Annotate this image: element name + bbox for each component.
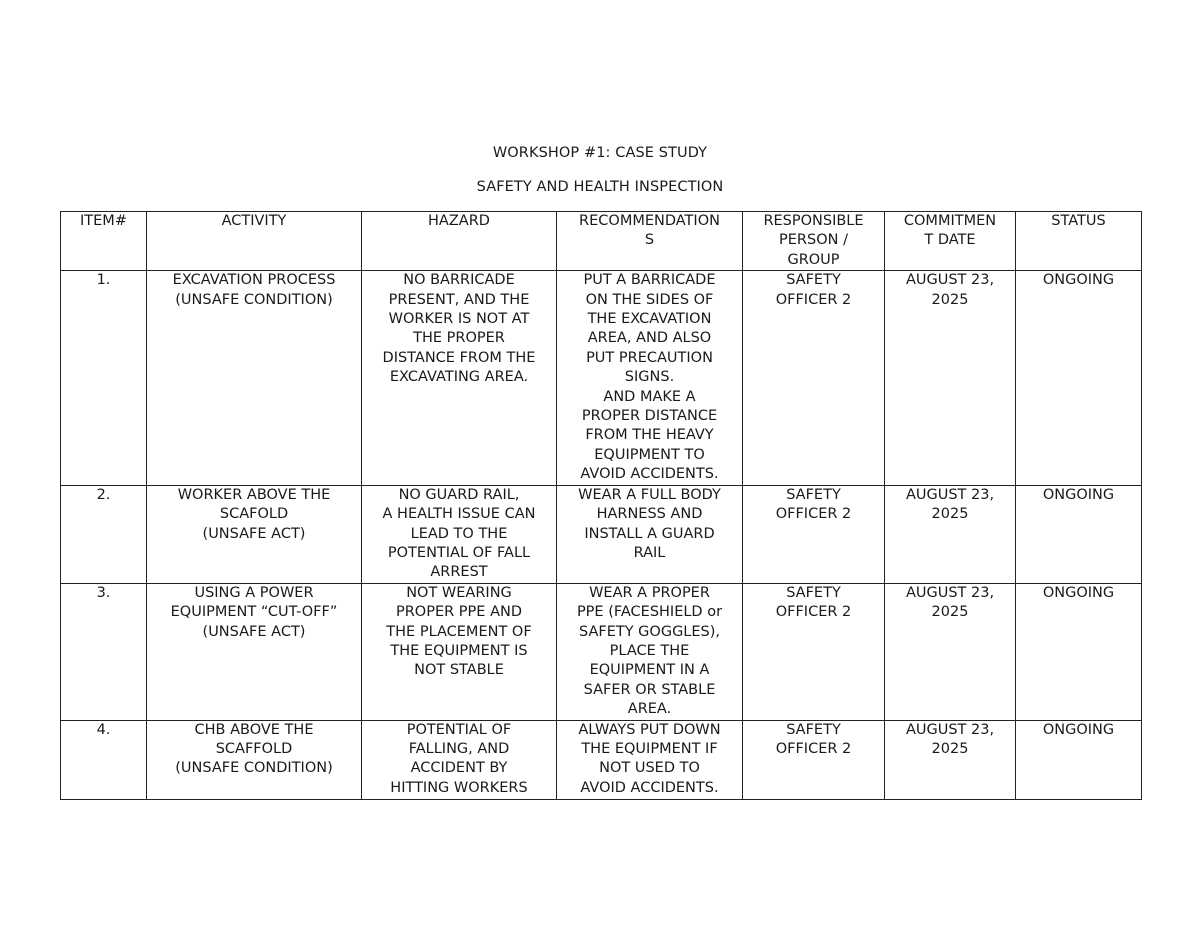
table-header-row: [61, 212, 1142, 271]
cell-item: 4.: [61, 720, 147, 799]
cell-responsible: SAFETY OFFICER 2: [743, 485, 885, 583]
document-title: WORKSHOP #1: CASE STUDY: [492, 145, 708, 161]
header-activity: ACTIVITY: [147, 212, 362, 271]
cell-hazard: POTENTIAL OF FALLING, AND ACCIDENT BY HITTING WORKERS: [362, 720, 557, 799]
header-commitment-date: COMMITMEN T DATE: [885, 212, 1016, 271]
cell-recommendation: PUT A BARRICADE ON THE SIDES OF THE EXCAVATION AREA, AND ALSO PUT PRECAUTION SIGNS. AND MAKE A PROPER DISTANCE FROM THE HEAVY EQUIPMENT TO AVOID ACCIDENTS.: [557, 271, 743, 485]
cell-status: ONGOING: [1016, 583, 1142, 720]
cell-recommendation: WEAR A PROPER PPE (FACESHIELD or SAFETY GOGGLES), PLACE THE EQUIPMENT IN A SAFER OR STABLE AREA.: [557, 583, 743, 720]
cell-commitment-date: AUGUST 23, 2025: [885, 720, 1016, 799]
header-status: STATUS: [1016, 212, 1142, 271]
cell-commitment-date: AUGUST 23, 2025: [885, 271, 1016, 485]
table-row: [61, 271, 1142, 485]
cell-responsible: SAFETY OFFICER 2: [743, 271, 885, 485]
cell-activity: EXCAVATION PROCESS (UNSAFE CONDITION): [147, 271, 362, 485]
cell-commitment-date: AUGUST 23, 2025: [885, 583, 1016, 720]
table-row: [61, 720, 1142, 799]
cell-item: 1.: [61, 271, 147, 485]
cell-status: ONGOING: [1016, 271, 1142, 485]
document-subtitle: SAFETY AND HEALTH INSPECTION: [476, 179, 724, 195]
cell-hazard: NO GUARD RAIL, A HEALTH ISSUE CAN LEAD TO THE POTENTIAL OF FALL ARREST: [362, 485, 557, 583]
header-hazard: HAZARD: [362, 212, 557, 271]
cell-commitment-date: AUGUST 23, 2025: [885, 485, 1016, 583]
table-row: [61, 583, 1142, 720]
cell-responsible: SAFETY OFFICER 2: [743, 583, 885, 720]
cell-item: 2.: [61, 485, 147, 583]
cell-hazard: NO BARRICADE PRESENT, AND THE WORKER IS NOT AT THE PROPER DISTANCE FROM THE EXCAVATING AREA.: [362, 271, 557, 485]
header-responsible: RESPONSIBLE PERSON / GROUP: [743, 212, 885, 271]
cell-activity: USING A POWER EQUIPMENT “CUT-OFF” (UNSAFE ACT): [147, 583, 362, 720]
cell-activity: WORKER ABOVE THE SCAFOLD (UNSAFE ACT): [147, 485, 362, 583]
table-row: [61, 485, 1142, 583]
cell-status: ONGOING: [1016, 720, 1142, 799]
cell-item: 3.: [61, 583, 147, 720]
cell-recommendation: ALWAYS PUT DOWN THE EQUIPMENT IF NOT USED TO AVOID ACCIDENTS.: [557, 720, 743, 799]
cell-status: ONGOING: [1016, 485, 1142, 583]
cell-recommendation: WEAR A FULL BODY HARNESS AND INSTALL A GUARD RAIL: [557, 485, 743, 583]
header-recommendation: RECOMMENDATION S: [557, 212, 743, 271]
cell-activity: CHB ABOVE THE SCAFFOLD (UNSAFE CONDITION): [147, 720, 362, 799]
header-item: ITEM#: [61, 212, 147, 271]
cell-hazard: NOT WEARING PROPER PPE AND THE PLACEMENT OF THE EQUIPMENT IS NOT STABLE: [362, 583, 557, 720]
inspection-table: [60, 211, 1142, 800]
cell-responsible: SAFETY OFFICER 2: [743, 720, 885, 799]
